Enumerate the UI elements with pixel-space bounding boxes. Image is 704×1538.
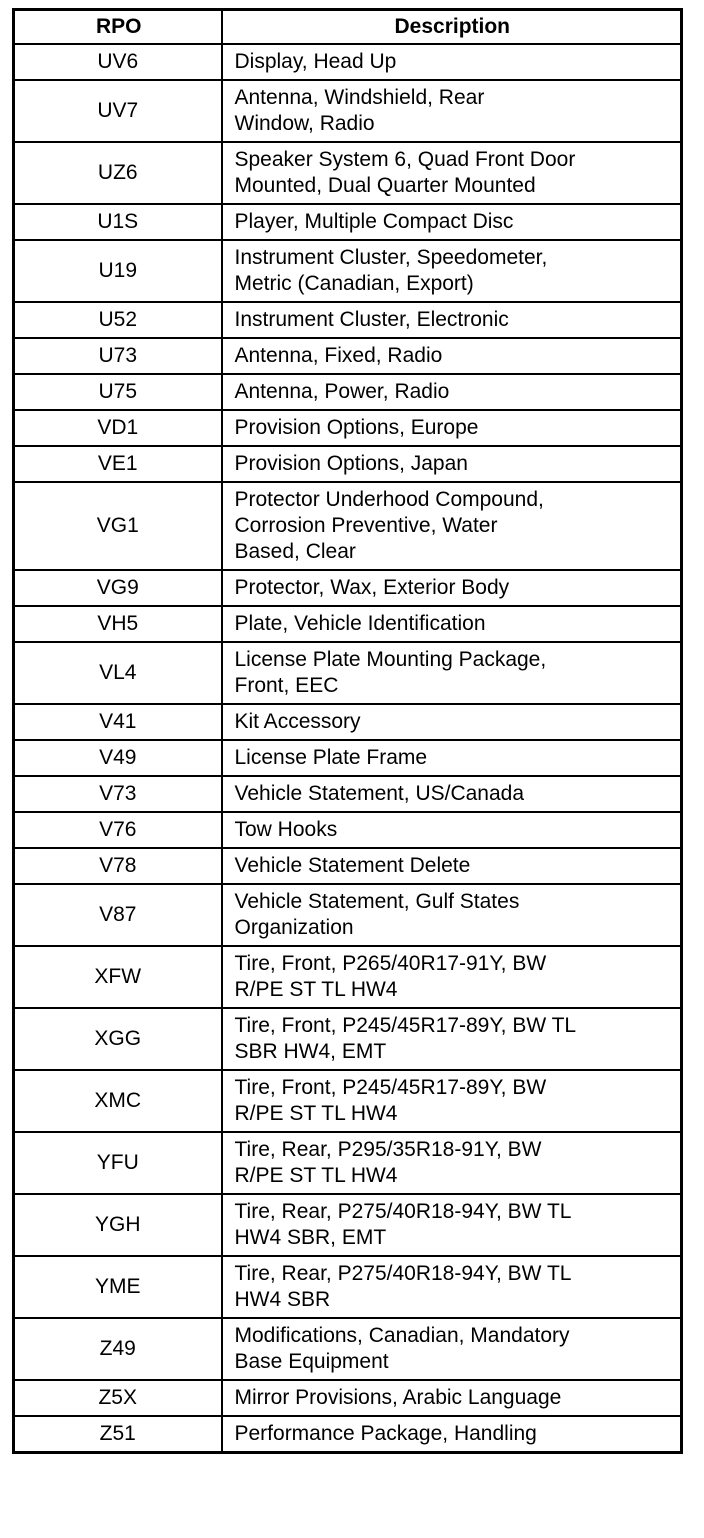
table-row — [14, 704, 682, 740]
description-cell: Kit Accessory — [222, 704, 682, 740]
description-cell: Tire, Rear, P275/40R18-94Y, BW TL HW4 SBR — [222, 1256, 682, 1318]
rpo-code-cell: Z5X — [14, 1380, 222, 1416]
rpo-code-cell: V78 — [14, 848, 222, 884]
description-cell: Tire, Rear, P275/40R18-94Y, BW TL HW4 SBR, EMT — [222, 1194, 682, 1256]
rpo-code-cell: XMC — [14, 1070, 222, 1132]
rpo-table — [12, 8, 683, 1454]
rpo-code-cell: U52 — [14, 302, 222, 338]
description-cell: Antenna, Fixed, Radio — [222, 338, 682, 374]
table-row — [14, 740, 682, 776]
table-row — [14, 204, 682, 240]
table-row — [14, 374, 682, 410]
table-row — [14, 1194, 682, 1256]
table-row — [14, 482, 682, 570]
rpo-code-cell: U73 — [14, 338, 222, 374]
table-row — [14, 884, 682, 946]
description-cell: Protector, Wax, Exterior Body — [222, 570, 682, 606]
rpo-code-cell: U1S — [14, 204, 222, 240]
rpo-code-cell: Z51 — [14, 1416, 222, 1453]
table-row — [14, 240, 682, 302]
description-cell: Vehicle Statement Delete — [222, 848, 682, 884]
table-row — [14, 1416, 682, 1453]
description-cell: Tire, Front, P245/45R17-89Y, BW R/PE ST TL HW4 — [222, 1070, 682, 1132]
description-cell: License Plate Frame — [222, 740, 682, 776]
description-cell: Protector Underhood Compound, Corrosion Preventive, Water Based, Clear — [222, 482, 682, 570]
table-row — [14, 848, 682, 884]
rpo-code-cell: VL4 — [14, 642, 222, 704]
rpo-code-cell: VD1 — [14, 410, 222, 446]
table-row — [14, 142, 682, 204]
table-row — [14, 338, 682, 374]
table-row — [14, 1070, 682, 1132]
description-cell: Vehicle Statement, US/Canada — [222, 776, 682, 812]
rpo-code-cell: UV7 — [14, 80, 222, 142]
table-row — [14, 410, 682, 446]
rpo-code-cell: V49 — [14, 740, 222, 776]
header-row — [14, 10, 682, 45]
table-row — [14, 606, 682, 642]
rpo-code-cell: Z49 — [14, 1318, 222, 1380]
description-cell: Speaker System 6, Quad Front Door Mounted, Dual Quarter Mounted — [222, 142, 682, 204]
description-cell: Performance Package, Handling — [222, 1416, 682, 1453]
table-row — [14, 1256, 682, 1318]
description-cell: License Plate Mounting Package, Front, EEC — [222, 642, 682, 704]
description-cell: Antenna, Power, Radio — [222, 374, 682, 410]
rpo-code-cell: U19 — [14, 240, 222, 302]
table-row — [14, 642, 682, 704]
description-column-header: Description — [222, 10, 682, 45]
rpo-code-cell: UV6 — [14, 44, 222, 80]
table-row — [14, 1318, 682, 1380]
rpo-code-cell: V73 — [14, 776, 222, 812]
rpo-code-cell: VE1 — [14, 446, 222, 482]
rpo-code-cell: U75 — [14, 374, 222, 410]
description-cell: Instrument Cluster, Electronic — [222, 302, 682, 338]
rpo-column-header: RPO — [14, 10, 222, 45]
description-cell: Provision Options, Europe — [222, 410, 682, 446]
description-cell: Tire, Front, P245/45R17-89Y, BW TL SBR HW4, EMT — [222, 1008, 682, 1070]
table-row — [14, 44, 682, 80]
table-body — [14, 44, 682, 1453]
rpo-code-cell: YGH — [14, 1194, 222, 1256]
table-row — [14, 446, 682, 482]
description-cell: Display, Head Up — [222, 44, 682, 80]
description-cell: Instrument Cluster, Speedometer, Metric (Canadian, Export) — [222, 240, 682, 302]
rpo-code-cell: VG1 — [14, 482, 222, 570]
rpo-code-cell: XFW — [14, 946, 222, 1008]
rpo-code-cell: XGG — [14, 1008, 222, 1070]
rpo-code-cell: VH5 — [14, 606, 222, 642]
rpo-code-cell: VG9 — [14, 570, 222, 606]
table-row — [14, 812, 682, 848]
description-cell: Mirror Provisions, Arabic Language — [222, 1380, 682, 1416]
rpo-code-cell: V76 — [14, 812, 222, 848]
description-cell: Antenna, Windshield, Rear Window, Radio — [222, 80, 682, 142]
description-cell: Provision Options, Japan — [222, 446, 682, 482]
description-cell: Tire, Front, P265/40R17-91Y, BW R/PE ST TL HW4 — [222, 946, 682, 1008]
description-cell: Modifications, Canadian, Mandatory Base Equipment — [222, 1318, 682, 1380]
description-cell: Plate, Vehicle Identification — [222, 606, 682, 642]
rpo-code-cell: V41 — [14, 704, 222, 740]
description-cell: Tire, Rear, P295/35R18-91Y, BW R/PE ST TL HW4 — [222, 1132, 682, 1194]
rpo-code-cell: YFU — [14, 1132, 222, 1194]
table-row — [14, 946, 682, 1008]
table-row — [14, 80, 682, 142]
table-row — [14, 570, 682, 606]
description-cell: Player, Multiple Compact Disc — [222, 204, 682, 240]
rpo-code-cell: V87 — [14, 884, 222, 946]
table-row — [14, 1380, 682, 1416]
table-row — [14, 1132, 682, 1194]
table-row — [14, 302, 682, 338]
description-cell: Tow Hooks — [222, 812, 682, 848]
table-row — [14, 1008, 682, 1070]
description-cell: Vehicle Statement, Gulf States Organization — [222, 884, 682, 946]
rpo-code-cell: YME — [14, 1256, 222, 1318]
rpo-code-cell: UZ6 — [14, 142, 222, 204]
table-row — [14, 776, 682, 812]
